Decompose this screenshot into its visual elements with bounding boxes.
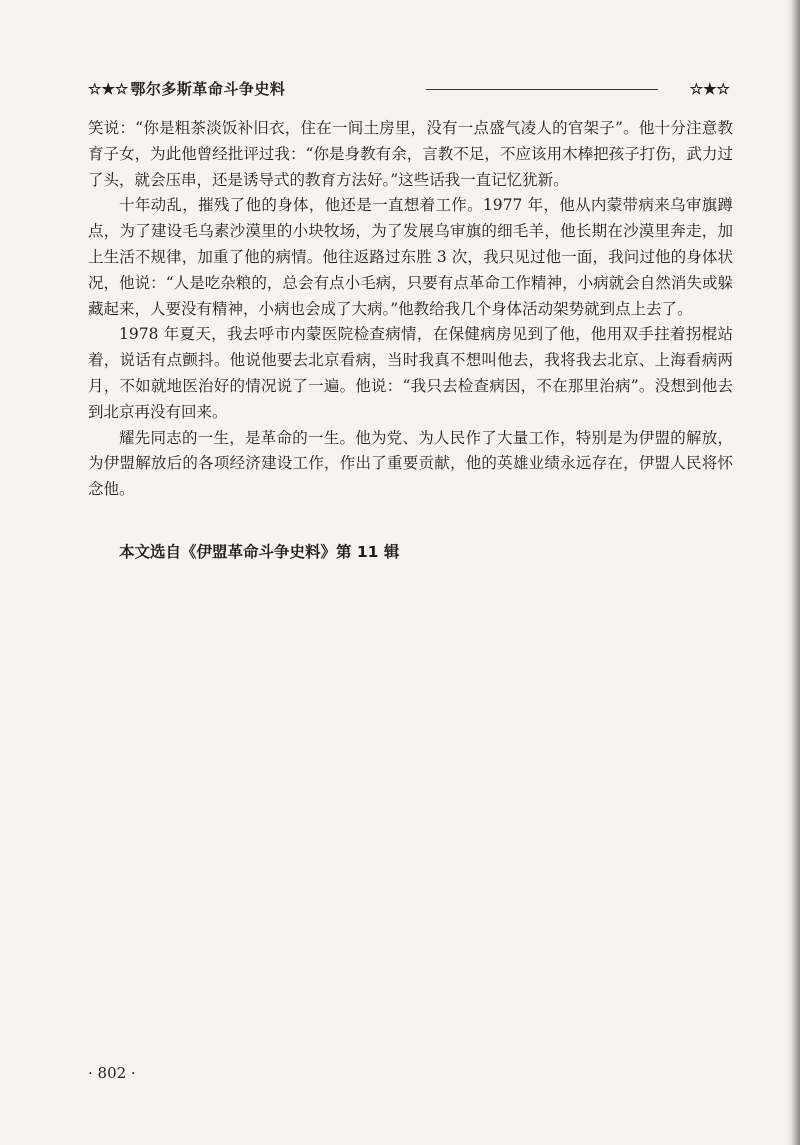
source-note: 本文选自《伊盟革命斗争史料》第 11 辑 [119, 543, 400, 561]
paragraph-2: 十年动乱，摧残了他的身体，他还是一直想着工作。1977 年，他从内蒙带病来乌审旗蹲点，为了建设毛乌素沙漠里的小块牧场，为了发展乌审旗的细毛羊，他长期在沙漠里奔走，加上生活不规律，加重了他的病情。他往返路过东胜 3 次，我只见过他一面，我问过他的身体状况，他说：“人是吃杂粮的，总会有点小毛病，只要有点革命工作精神，小病就会自然消失或躲藏起来，人要没有精神，小病也会成了大病。”他教给我几个身体活动架势就到点上去了。 [88, 196, 733, 318]
paragraph-3: 1978 年夏天，我去呼市内蒙医院检查病情，在保健病房见到了他，他用双手拄着拐棍站着，说话有点颤抖。他说他要去北京看病，当时我真不想叫他去，我将我去北京、上海看病两月，不如就地医治好的情况说了一遍。他说：“我只去检查病因，不在那里治病”。没想到他去到北京再没有回来。 [88, 325, 733, 421]
page-number: · 802 · [88, 1064, 136, 1082]
page-edge-shadow [786, 0, 800, 1145]
paragraph-1: 笑说：“你是粗茶淡饭补旧衣，住在一间土房里，没有一点盛气凌人的官架子”。他十分注意教育子女，为此他曾经批评过我：“你是身教有余，言教不足，不应该用木棒把孩子打伤，武力过了头，就会压串，还是诱导式的教育方法好。”这些话我一直记忆犹新。 [88, 119, 733, 189]
paragraph-4: 耀先同志的一生，是革命的一生。他为党、为人民作了大量工作，特别是为伊盟的解放，为伊盟解放后的各项经济建设工作，作出了重要贡献，他的英雄业绩永远存在，伊盟人民将怀念他。 [88, 428, 733, 499]
header-rule [426, 89, 658, 90]
star-ornament-right: ☆★☆ [689, 80, 730, 98]
star-ornament-left: ☆★☆ [88, 80, 129, 98]
running-header [88, 78, 730, 104]
header-title: 鄂尔多斯革命斗争史料 [130, 80, 286, 98]
header-left [88, 78, 285, 100]
article-body [88, 116, 733, 503]
